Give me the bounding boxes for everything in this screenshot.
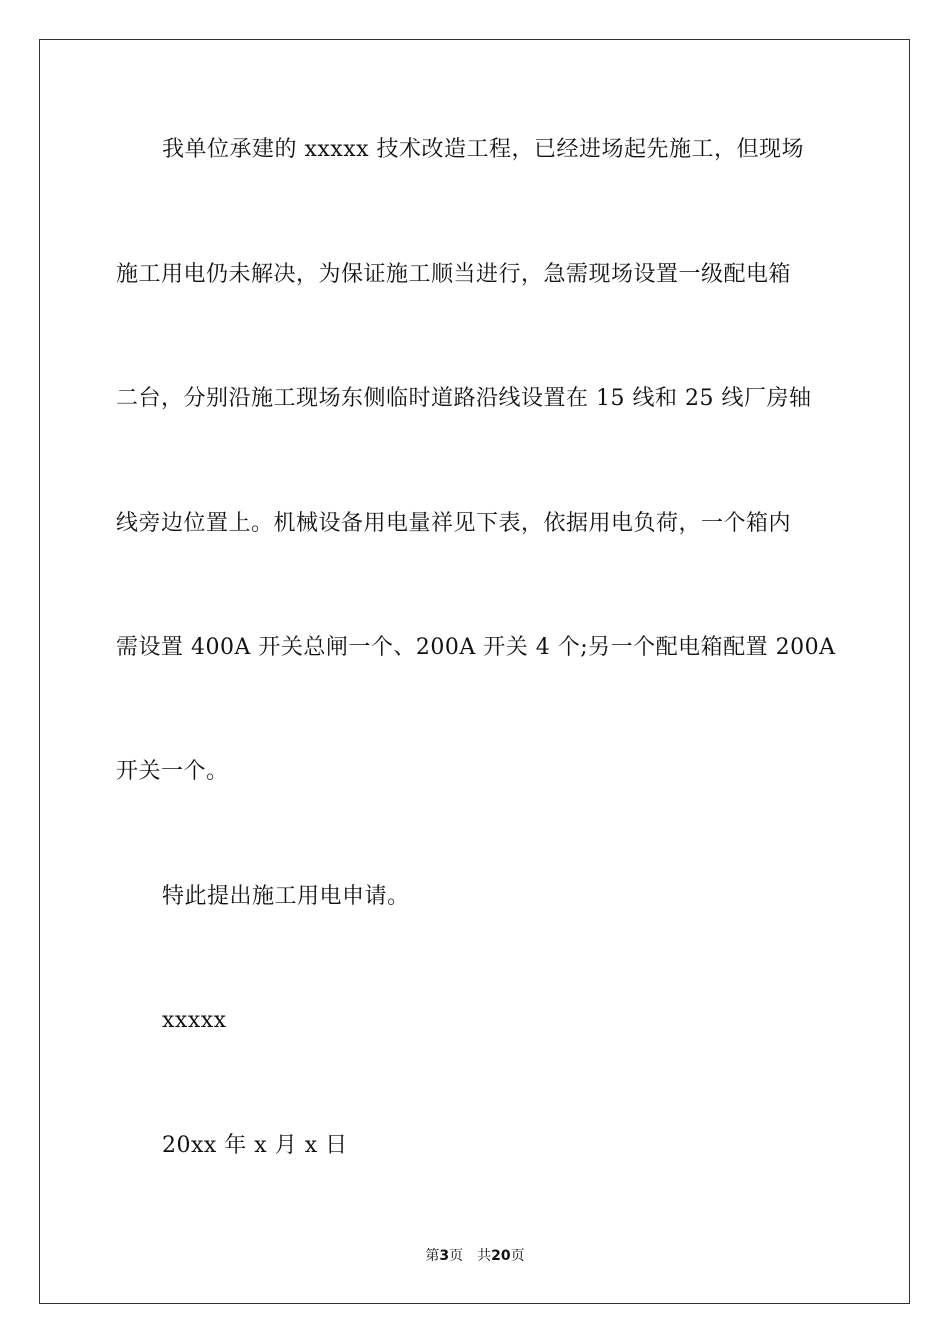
body-line-6: 开关一个。 <box>116 759 229 784</box>
footer-total-suffix: 页 <box>510 1248 525 1264</box>
footer-page-suffix: 页 <box>449 1248 464 1264</box>
footer-total-pages: 20 <box>491 1248 511 1264</box>
body-line-3: 二台，分别沿施工现场东侧临时道路沿线设置在 15 线和 25 线厂房轴 <box>116 386 812 411</box>
body-line-2: 施工用电仍未解决，为保证施工顺当进行，急需现场设置一级配电箱 <box>116 262 792 287</box>
page-footer <box>0 1247 950 1265</box>
body-line-1: 我单位承建的 xxxxx 技术改造工程，已经进场起先施工，但现场 <box>162 137 805 162</box>
footer-current-page: 3 <box>439 1248 450 1264</box>
footer-prefix: 第 <box>425 1248 440 1264</box>
footer-total-prefix: 共 <box>477 1248 492 1264</box>
closing-statement: 特此提出施工用电申请。 <box>162 884 410 909</box>
page-border <box>39 39 910 1304</box>
body-line-4: 线旁边位置上。机械设备用电量祥见下表，依据用电负荷，一个箱内 <box>116 511 792 536</box>
date: 20xx 年 x 月 x 日 <box>162 1133 348 1158</box>
body-line-5: 需设置 400A 开关总闸一个、200A 开关 4 个;另一个配电箱配置 200A <box>116 635 836 660</box>
signature: xxxxx <box>162 1008 227 1033</box>
